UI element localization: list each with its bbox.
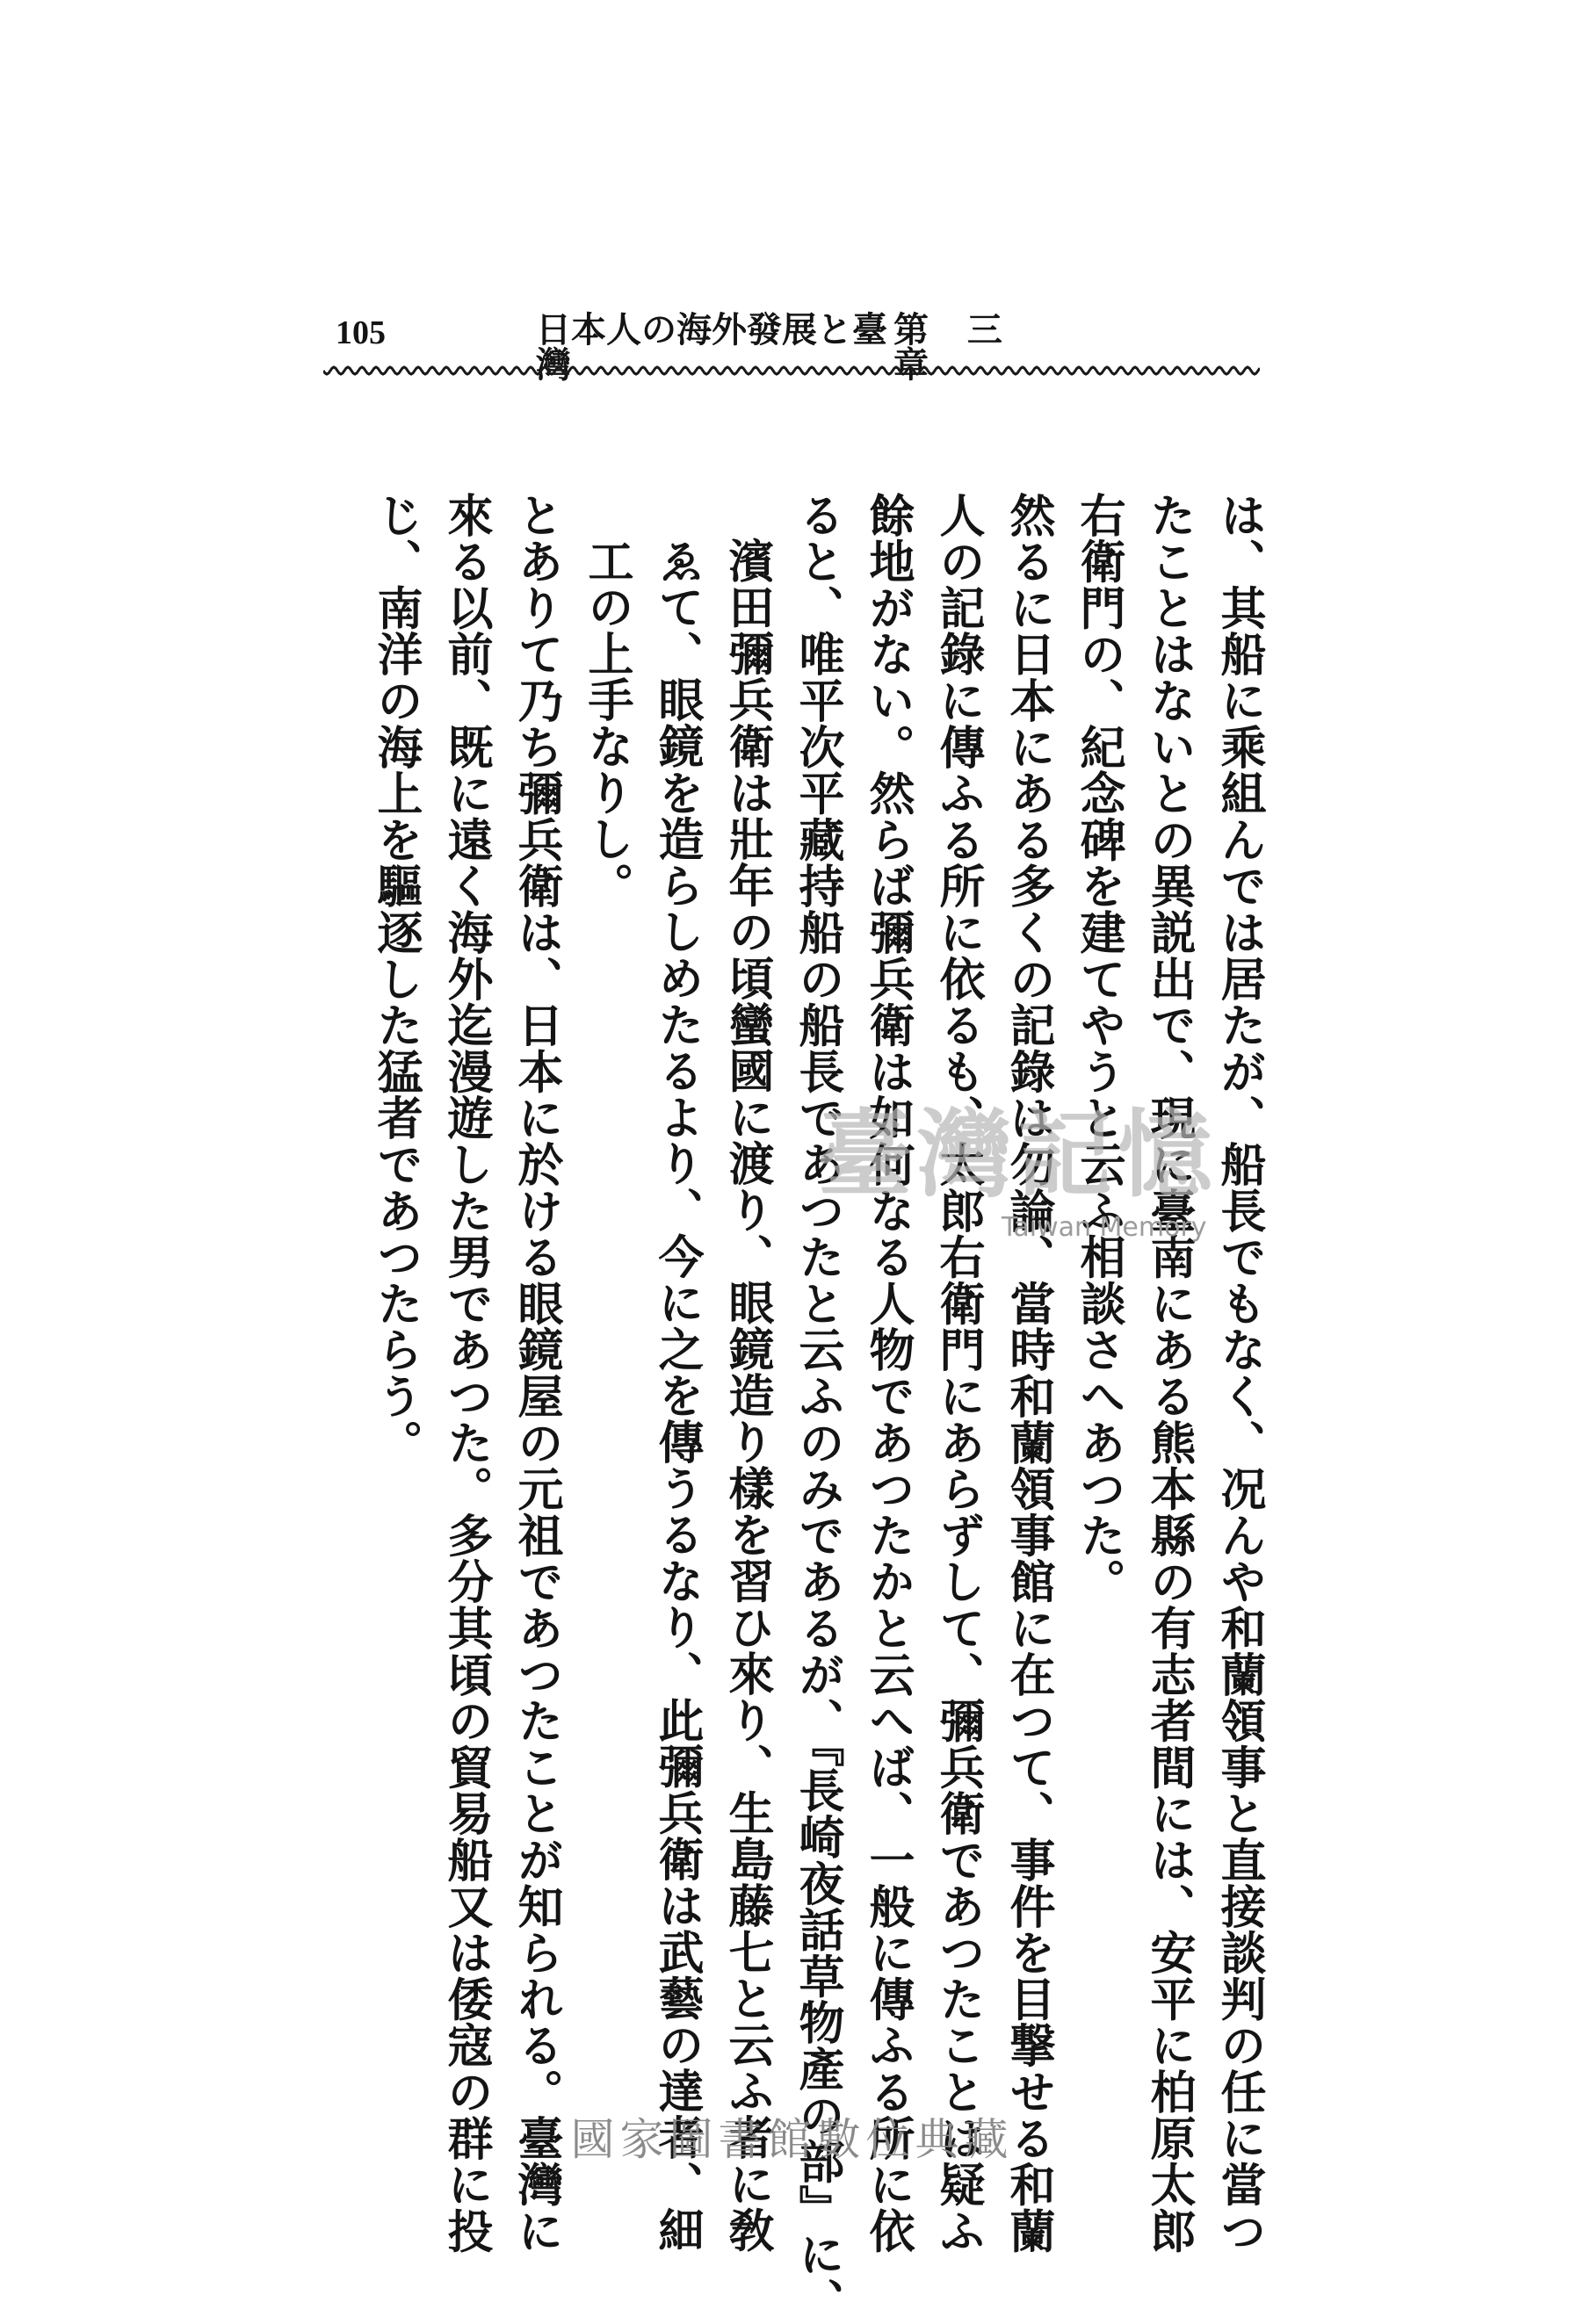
page-number: 105 [336,314,386,351]
text-column: 餘地がない。然らば彌兵衛は如何なる人物であつたかと云へば、一般に傳ふる所に依 [861,492,915,2255]
library-footer: 國家圖書館數位典藏 [570,2114,1014,2165]
chapter-title: 日本人の海外發展と臺灣 [536,309,887,386]
watermark-subtitle: Taiwan Memory [1002,1212,1207,1243]
quote-column: 濱田彌兵衛は壯年の頃蠻國に渡り、眼鏡造り樣を習ひ來り、生島藤七と云ふ者に敎 [720,538,774,2254]
quote-column: 工の上手なりし。 [580,538,633,909]
text-column: ると、唯平次平藏持船の船長であつたと云ふのみであるが、『長崎夜話草物產の部』に、 [791,492,844,2324]
wavy-rule [323,364,1260,378]
text-column: たことはないとの異説出で、現に臺南にある熊本縣の有志者間には、安平に柏原太郎 [1142,492,1196,2255]
text-column: じ、南洋の海上を驅逐した猛者であつたらう。 [369,492,423,1466]
text-column: 然るに日本にある多くの記錄は勿論、當時和蘭領事館に在つて、事件を目撃せる和蘭 [1002,492,1055,2255]
quote-column: ゑて、眼鏡を造らしめたるより、今に之を傳うるなり、此彌兵衛は武藝の達者、細 [650,538,704,2254]
text-column: 右衛門の、紀念碑を建てやうと云ふ相談さへあつた。 [1072,492,1125,1606]
text-column: 人の記錄に傳ふる所に依るも、太郎右衛門にあらずして、彌兵衛であつたことは疑ふ [931,492,985,2255]
watermark-logo-text: 臺灣記憶 [817,1101,1219,1210]
text-column: 來る以前、既に遠く海外迄漫遊した男であつた。多分其頃の貿易船又は倭寇の群に投 [439,492,493,2255]
text-column: とありて乃ち彌兵衛は、日本に於ける眼鏡屋の元祖であつたことが知られる。臺灣に [510,492,563,2255]
text-column: は、其船に乘組んでは居たが、船長でもなく、况んや和蘭領事と直接談判の任に當つ [1212,492,1266,2255]
chapter-label: 第三章 [893,309,1041,386]
